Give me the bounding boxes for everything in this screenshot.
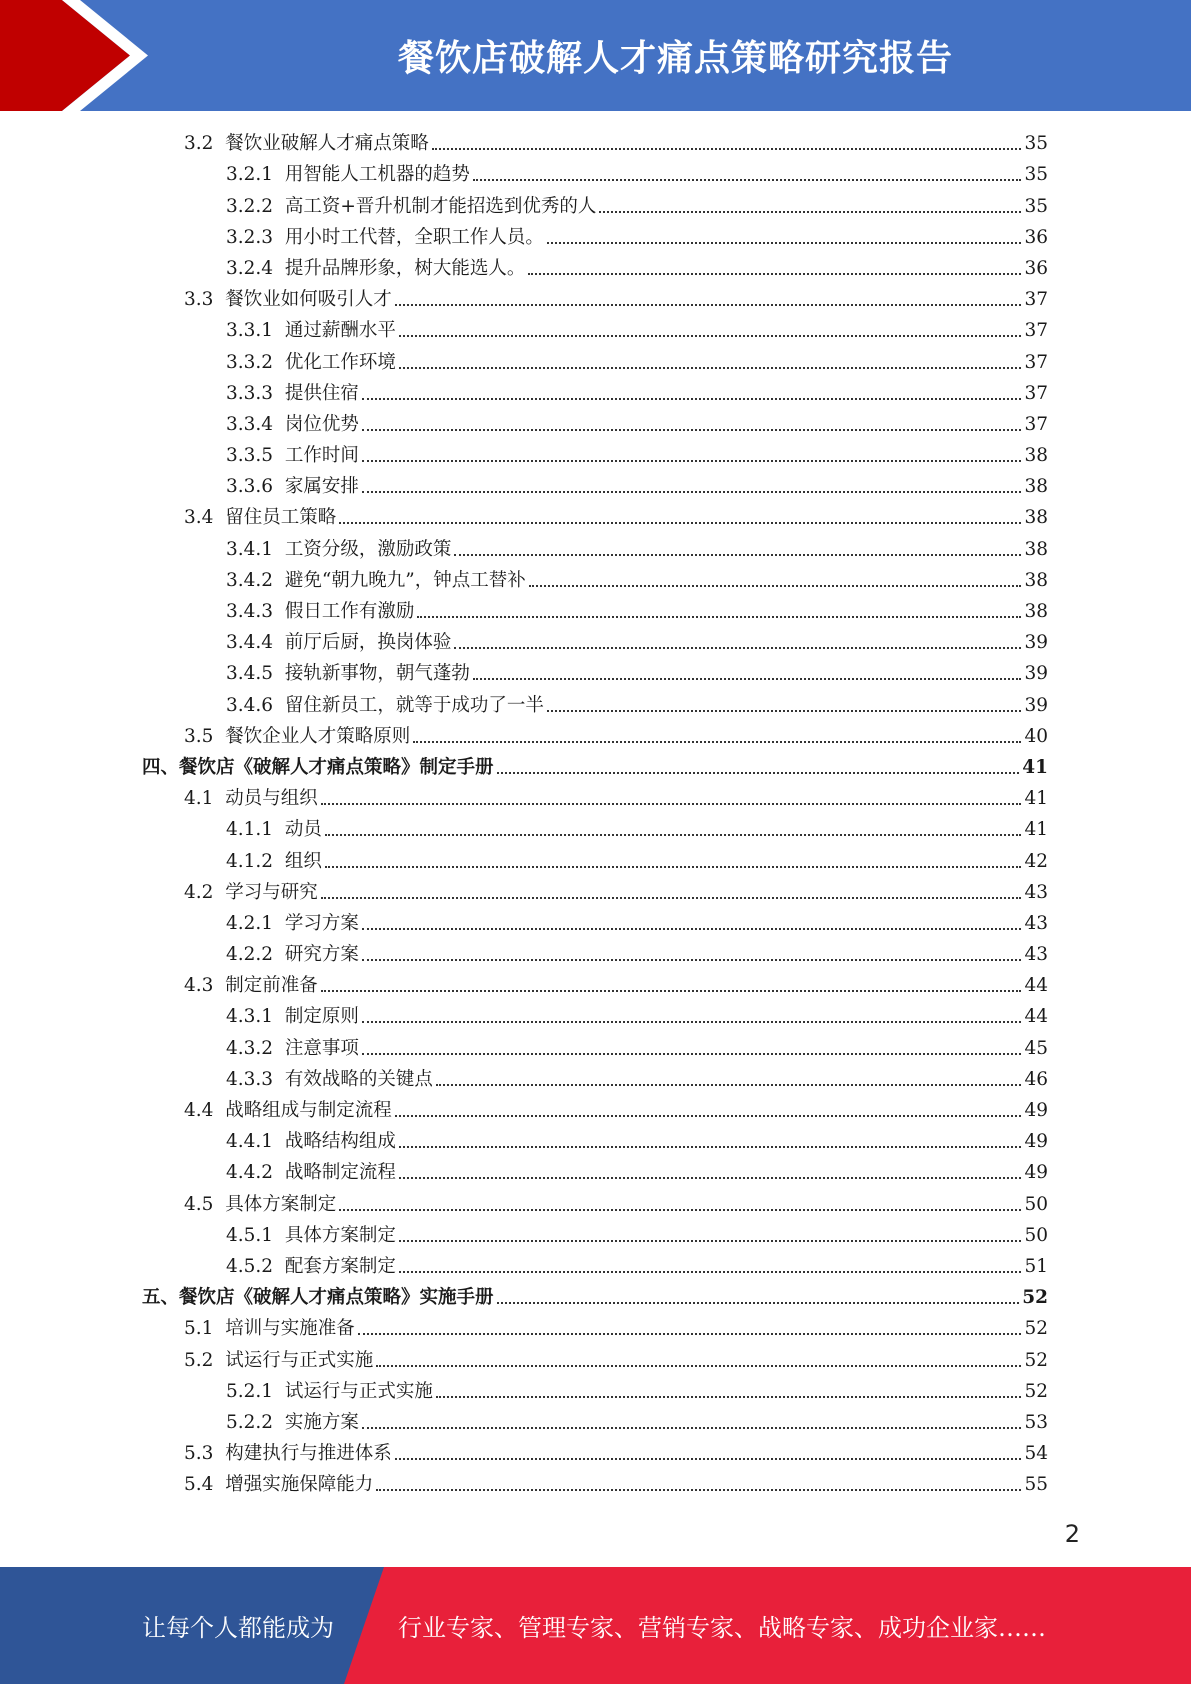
toc-entry-number: 3.3.4 bbox=[226, 413, 274, 435]
toc-entry[interactable] bbox=[142, 532, 1048, 563]
toc-entry[interactable] bbox=[142, 189, 1048, 220]
toc-entry[interactable] bbox=[142, 657, 1048, 688]
toc-entry-number: 3.3.3 bbox=[226, 382, 274, 404]
toc-entry[interactable] bbox=[142, 314, 1048, 345]
toc-entry-page: 43 bbox=[1024, 912, 1048, 934]
toc-entry-title: 假日工作有激励 bbox=[284, 601, 415, 622]
toc-dot-leader bbox=[417, 616, 1021, 618]
toc-entry-number: 4.5.1 bbox=[226, 1224, 274, 1246]
toc-entry-number: 4.4.1 bbox=[226, 1131, 274, 1153]
toc-entry[interactable] bbox=[142, 564, 1048, 595]
toc-dot-leader bbox=[362, 460, 1022, 462]
toc-dot-leader bbox=[399, 335, 1022, 337]
toc-entry-title: 接轨新事物，朝气蓬勃 bbox=[284, 663, 470, 685]
toc-entry-page: 37 bbox=[1024, 413, 1048, 435]
toc-entry-page: 49 bbox=[1024, 1131, 1048, 1153]
toc-entry[interactable] bbox=[142, 252, 1048, 283]
toc-dot-leader bbox=[325, 866, 1022, 868]
toc-entry-title: 工作时间 bbox=[284, 445, 359, 467]
toc-entry-page: 41 bbox=[1024, 819, 1048, 841]
toc-entry[interactable] bbox=[142, 1437, 1048, 1468]
toc-entry[interactable] bbox=[142, 1219, 1048, 1250]
toc-entry-number: 4.3.1 bbox=[226, 1006, 274, 1028]
toc-entry[interactable] bbox=[142, 283, 1048, 314]
toc-entry[interactable] bbox=[142, 844, 1048, 875]
toc-entry-page: 36 bbox=[1024, 257, 1048, 279]
toc-entry-page: 45 bbox=[1024, 1037, 1048, 1059]
toc-entry-number: 3.2.1 bbox=[226, 164, 274, 186]
toc-entry[interactable] bbox=[142, 1031, 1048, 1062]
toc-dot-leader bbox=[399, 1271, 1022, 1273]
toc-dot-leader bbox=[376, 1365, 1021, 1367]
toc-entry-page: 39 bbox=[1024, 694, 1048, 716]
toc-dot-leader bbox=[362, 959, 1022, 961]
toc-entry-title: 用小时工代替，全职工作人员。 bbox=[284, 226, 544, 248]
toc-entry[interactable] bbox=[142, 720, 1048, 751]
page-number: 2 bbox=[1064, 1520, 1080, 1548]
toc-entry-number: 3.2.3 bbox=[226, 226, 274, 248]
toc-dot-leader bbox=[376, 1489, 1021, 1491]
page-title: 餐饮店破解人才痛点策略研究报告 bbox=[397, 38, 953, 79]
toc-entry-number: 3.3.1 bbox=[226, 320, 274, 342]
toc-dot-leader bbox=[528, 273, 1021, 275]
toc-dot-leader bbox=[413, 741, 1021, 743]
toc-entry[interactable] bbox=[142, 1343, 1048, 1374]
toc-dot-leader bbox=[395, 1458, 1022, 1460]
toc-dot-leader bbox=[395, 304, 1022, 306]
toc-entry-number: 4.2.1 bbox=[226, 912, 274, 934]
toc-entry-number: 5.2.1 bbox=[226, 1380, 274, 1402]
toc-entry-page: 40 bbox=[1024, 725, 1048, 747]
toc-dot-leader bbox=[473, 678, 1022, 680]
toc-dot-leader bbox=[454, 554, 1021, 556]
toc-entry[interactable] bbox=[142, 221, 1048, 252]
toc-dot-leader bbox=[473, 179, 1022, 181]
toc-entry-number: 5.1 bbox=[184, 1318, 214, 1340]
toc-entry-page: 37 bbox=[1024, 320, 1048, 342]
toc-entry[interactable] bbox=[142, 907, 1048, 938]
toc-entry-page: 49 bbox=[1024, 1100, 1048, 1121]
toc-entry[interactable] bbox=[142, 813, 1048, 844]
toc-entry-title: 留住新员工，就等于成功了一半 bbox=[284, 694, 544, 716]
toc-dot-leader bbox=[358, 1333, 1022, 1335]
toc-entry-page: 44 bbox=[1024, 975, 1048, 997]
toc-entry-title: 留住员工策略 bbox=[225, 507, 337, 529]
toc-entry-page: 43 bbox=[1024, 881, 1048, 903]
toc-entry-page: 41 bbox=[1024, 788, 1048, 810]
toc-entry-number: 3.5 bbox=[184, 725, 214, 747]
toc-entry-number: 3.3.2 bbox=[226, 351, 274, 373]
toc-entry-number: 4.3 bbox=[184, 975, 214, 997]
toc-dot-leader bbox=[547, 710, 1022, 712]
toc-entry-number: 5.3 bbox=[184, 1443, 214, 1465]
toc-entry-title: 具体方案制定 bbox=[225, 1193, 337, 1215]
toc-entry-title: 试运行与正式实施 bbox=[284, 1380, 433, 1402]
toc-dot-leader bbox=[362, 1053, 1022, 1055]
toc-entry-title: 用智能人工机器的趋势 bbox=[284, 164, 470, 186]
toc-entry-page: 52 bbox=[1024, 1318, 1048, 1340]
toc-entry-number: 4.4 bbox=[184, 1100, 214, 1121]
toc-entry-number: 3.4.6 bbox=[226, 694, 274, 716]
footer-slogan-right: 行业专家、管理专家、营销专家、战略专家、成功企业家…… bbox=[398, 1614, 1046, 1642]
toc-entry-title: 动员与组织 bbox=[225, 788, 318, 810]
toc-entry-title: 通过薪酬水平 bbox=[284, 320, 396, 342]
toc-entry-title: 避免“朝九晚九”，钟点工替补 bbox=[284, 569, 526, 591]
toc-entry-page: 42 bbox=[1024, 850, 1048, 872]
toc-entry-page: 37 bbox=[1024, 351, 1048, 373]
toc-entry[interactable] bbox=[142, 938, 1048, 969]
toc-entry-page: 52 bbox=[1024, 1380, 1048, 1402]
toc-dot-leader bbox=[497, 772, 1020, 774]
toc-entry-number: 4.3.3 bbox=[226, 1068, 274, 1090]
toc-entry-number: 4.2 bbox=[184, 881, 214, 903]
toc-dot-leader bbox=[339, 1209, 1021, 1211]
toc-entry-page: 52 bbox=[1022, 1287, 1048, 1309]
toc-entry-number: 3.2 bbox=[184, 133, 214, 155]
toc-dot-leader bbox=[362, 398, 1022, 400]
toc-entry-page: 38 bbox=[1024, 445, 1048, 467]
toc-entry-title: 培训与实施准备 bbox=[225, 1318, 355, 1340]
toc-entry-title: 餐饮业破解人才痛点策略 bbox=[225, 133, 429, 155]
toc-entry-title: 构建执行与推进体系 bbox=[225, 1443, 392, 1465]
footer-slogan-left: 让每个人都能成为 bbox=[142, 1614, 334, 1642]
toc-entry-number: 4.1.2 bbox=[226, 850, 274, 872]
toc-dot-leader bbox=[436, 1084, 1022, 1086]
toc-entry[interactable] bbox=[142, 1000, 1048, 1031]
toc-entry-number: 3.4.5 bbox=[226, 663, 274, 685]
toc-entry[interactable] bbox=[142, 439, 1048, 470]
toc-entry-title: 学习方案 bbox=[284, 912, 359, 934]
toc-entry-number: 3.2.2 bbox=[226, 195, 274, 217]
toc-entry[interactable] bbox=[142, 345, 1048, 376]
toc-entry-page: 52 bbox=[1024, 1349, 1048, 1371]
toc-entry[interactable] bbox=[142, 1156, 1048, 1187]
toc-entry[interactable] bbox=[142, 1281, 1048, 1312]
toc-entry-title: 餐饮企业人才策略原则 bbox=[225, 725, 411, 747]
toc-entry[interactable] bbox=[142, 501, 1048, 532]
toc-entry-page: 37 bbox=[1024, 289, 1048, 311]
toc-entry-page: 44 bbox=[1024, 1006, 1048, 1028]
toc-entry-number: 3.4.4 bbox=[226, 632, 274, 654]
toc-entry-title: 岗位优势 bbox=[284, 413, 359, 435]
toc-entry-title: 高工资+晋升机制才能招选到优秀的人 bbox=[284, 195, 597, 217]
toc-entry-page: 37 bbox=[1024, 382, 1048, 404]
toc-entry[interactable] bbox=[142, 1375, 1048, 1406]
toc-dot-leader bbox=[399, 1240, 1022, 1242]
toc-entry[interactable] bbox=[142, 688, 1048, 719]
toc-entry-page: 50 bbox=[1024, 1224, 1048, 1246]
header-banner bbox=[0, 0, 1191, 111]
toc-entry-page: 35 bbox=[1024, 195, 1048, 217]
toc-entry-number: 3.4.2 bbox=[226, 569, 274, 591]
toc-entry-number: 5.2.2 bbox=[226, 1411, 274, 1433]
toc-entry-number: 4.2.2 bbox=[226, 944, 274, 966]
toc-entry-title: 注意事项 bbox=[284, 1037, 359, 1059]
toc-dot-leader bbox=[325, 834, 1022, 836]
toc-dot-leader bbox=[339, 522, 1021, 524]
toc-entry-number: 4.5 bbox=[184, 1193, 214, 1215]
toc-entry-number: 4.3.2 bbox=[226, 1037, 274, 1059]
toc-dot-leader bbox=[362, 1427, 1022, 1429]
toc-entry-number: 3.4.3 bbox=[226, 601, 274, 622]
toc-entry-number: 3.4.1 bbox=[226, 538, 274, 560]
toc-entry-title: 有效战略的关键点 bbox=[284, 1068, 433, 1090]
toc-entry-number: 4.4.2 bbox=[226, 1162, 274, 1184]
toc-entry-page: 46 bbox=[1024, 1068, 1048, 1090]
toc-dot-leader bbox=[362, 928, 1022, 930]
toc-entry-number: 3.3 bbox=[184, 289, 214, 311]
toc-entry[interactable] bbox=[142, 1406, 1048, 1437]
toc-entry-number: 3.3.5 bbox=[226, 445, 274, 467]
toc-entry-title: 家属安排 bbox=[284, 476, 359, 498]
toc-entry-page: 51 bbox=[1024, 1255, 1048, 1277]
toc-dot-leader bbox=[432, 148, 1022, 150]
toc-entry-page: 50 bbox=[1024, 1193, 1048, 1215]
toc-entry-page: 38 bbox=[1024, 601, 1048, 622]
table-of-contents bbox=[142, 127, 1048, 1499]
toc-entry[interactable] bbox=[142, 626, 1048, 657]
toc-entry-title: 优化工作环境 bbox=[284, 351, 396, 373]
toc-entry-number: 3.3.6 bbox=[226, 476, 274, 498]
toc-entry-page: 38 bbox=[1024, 538, 1048, 560]
toc-entry-title: 配套方案制定 bbox=[284, 1255, 396, 1277]
toc-entry[interactable] bbox=[142, 377, 1048, 408]
toc-entry-number: 4.1 bbox=[184, 788, 214, 810]
toc-entry-page: 49 bbox=[1024, 1162, 1048, 1184]
toc-entry-number: 3.4 bbox=[184, 507, 214, 529]
toc-entry-title: 工资分级，激励政策 bbox=[284, 538, 452, 560]
toc-entry-title: 试运行与正式实施 bbox=[225, 1349, 374, 1371]
toc-entry[interactable] bbox=[142, 876, 1048, 907]
toc-dot-leader bbox=[547, 242, 1022, 244]
toc-entry[interactable] bbox=[142, 782, 1048, 813]
toc-dot-leader bbox=[399, 1146, 1022, 1148]
toc-entry[interactable] bbox=[142, 158, 1048, 189]
toc-entry-title: 餐饮业如何吸引人才 bbox=[225, 289, 392, 311]
toc-dot-leader bbox=[529, 585, 1022, 587]
toc-entry-number: 4.1.1 bbox=[226, 819, 274, 841]
toc-entry[interactable] bbox=[142, 1094, 1048, 1125]
toc-entry-number: 5.2 bbox=[184, 1349, 214, 1371]
toc-entry-page: 39 bbox=[1024, 632, 1048, 654]
toc-entry-number: 4.5.2 bbox=[226, 1255, 274, 1277]
toc-dot-leader bbox=[399, 367, 1022, 369]
toc-dot-leader bbox=[436, 1396, 1022, 1398]
toc-dot-leader bbox=[362, 429, 1022, 431]
toc-entry[interactable] bbox=[142, 1063, 1048, 1094]
toc-entry-page: 54 bbox=[1024, 1443, 1048, 1465]
toc-entry-page: 35 bbox=[1024, 164, 1048, 186]
toc-entry-title: 战略结构组成 bbox=[284, 1131, 396, 1153]
footer-banner bbox=[0, 1567, 1191, 1684]
toc-entry-page: 43 bbox=[1024, 944, 1048, 966]
toc-entry[interactable] bbox=[142, 969, 1048, 1000]
toc-entry-page: 39 bbox=[1024, 663, 1048, 685]
toc-entry[interactable] bbox=[142, 1187, 1048, 1218]
toc-entry[interactable] bbox=[142, 595, 1048, 626]
toc-entry-title: 学习与研究 bbox=[225, 881, 318, 903]
toc-entry-title: 增强实施保障能力 bbox=[225, 1474, 374, 1496]
toc-entry-page: 38 bbox=[1024, 476, 1048, 498]
toc-entry-title: 制定原则 bbox=[284, 1006, 359, 1028]
toc-entry-number: 3.2.4 bbox=[226, 257, 274, 279]
toc-entry[interactable] bbox=[142, 470, 1048, 501]
toc-dot-leader bbox=[497, 1302, 1020, 1304]
toc-entry-title: 制定前准备 bbox=[225, 975, 318, 997]
toc-entry-title: 组织 bbox=[284, 850, 322, 872]
toc-dot-leader bbox=[321, 897, 1022, 899]
toc-entry-title: 前厅后厨，换岗体验 bbox=[284, 632, 452, 654]
toc-entry-title: 研究方案 bbox=[284, 944, 359, 966]
toc-dot-leader bbox=[395, 1115, 1022, 1117]
toc-entry[interactable] bbox=[142, 1125, 1048, 1156]
toc-entry-title: 动员 bbox=[284, 819, 322, 841]
toc-entry-title: 提供住宿 bbox=[284, 382, 359, 404]
toc-entry-page: 53 bbox=[1024, 1411, 1048, 1433]
toc-entry-page: 38 bbox=[1024, 569, 1048, 591]
toc-entry-page: 41 bbox=[1022, 756, 1048, 778]
toc-entry-page: 35 bbox=[1024, 133, 1048, 155]
toc-dot-leader bbox=[599, 211, 1021, 213]
toc-entry-number: 5.4 bbox=[184, 1474, 214, 1496]
toc-entry-page: 36 bbox=[1024, 226, 1048, 248]
toc-dot-leader bbox=[321, 990, 1022, 992]
toc-entry[interactable] bbox=[142, 408, 1048, 439]
toc-dot-leader bbox=[362, 491, 1022, 493]
toc-dot-leader bbox=[399, 1177, 1022, 1179]
toc-entry-title: 实施方案 bbox=[284, 1411, 359, 1433]
toc-entry[interactable] bbox=[142, 1468, 1048, 1499]
toc-entry[interactable] bbox=[142, 751, 1048, 782]
toc-dot-leader bbox=[454, 647, 1021, 649]
toc-entry[interactable] bbox=[142, 1250, 1048, 1281]
toc-entry[interactable] bbox=[142, 1312, 1048, 1343]
toc-entry-title: 具体方案制定 bbox=[284, 1224, 396, 1246]
toc-entry-title: 战略制定流程 bbox=[284, 1162, 396, 1184]
toc-entry-title: 战略组成与制定流程 bbox=[225, 1100, 392, 1121]
toc-entry-title: 四、餐饮店《破解人才痛点策略》制定手册 bbox=[142, 756, 494, 778]
chevron-arrow-icon bbox=[0, 0, 160, 111]
toc-dot-leader bbox=[362, 1021, 1022, 1023]
toc-dot-leader bbox=[321, 803, 1022, 805]
toc-entry-page: 38 bbox=[1024, 507, 1048, 529]
toc-entry-title: 五、餐饮店《破解人才痛点策略》实施手册 bbox=[142, 1287, 494, 1309]
toc-entry[interactable] bbox=[142, 127, 1048, 158]
toc-entry-page: 55 bbox=[1024, 1474, 1048, 1496]
toc-entry-title: 提升品牌形象，树大能选人。 bbox=[284, 257, 526, 279]
